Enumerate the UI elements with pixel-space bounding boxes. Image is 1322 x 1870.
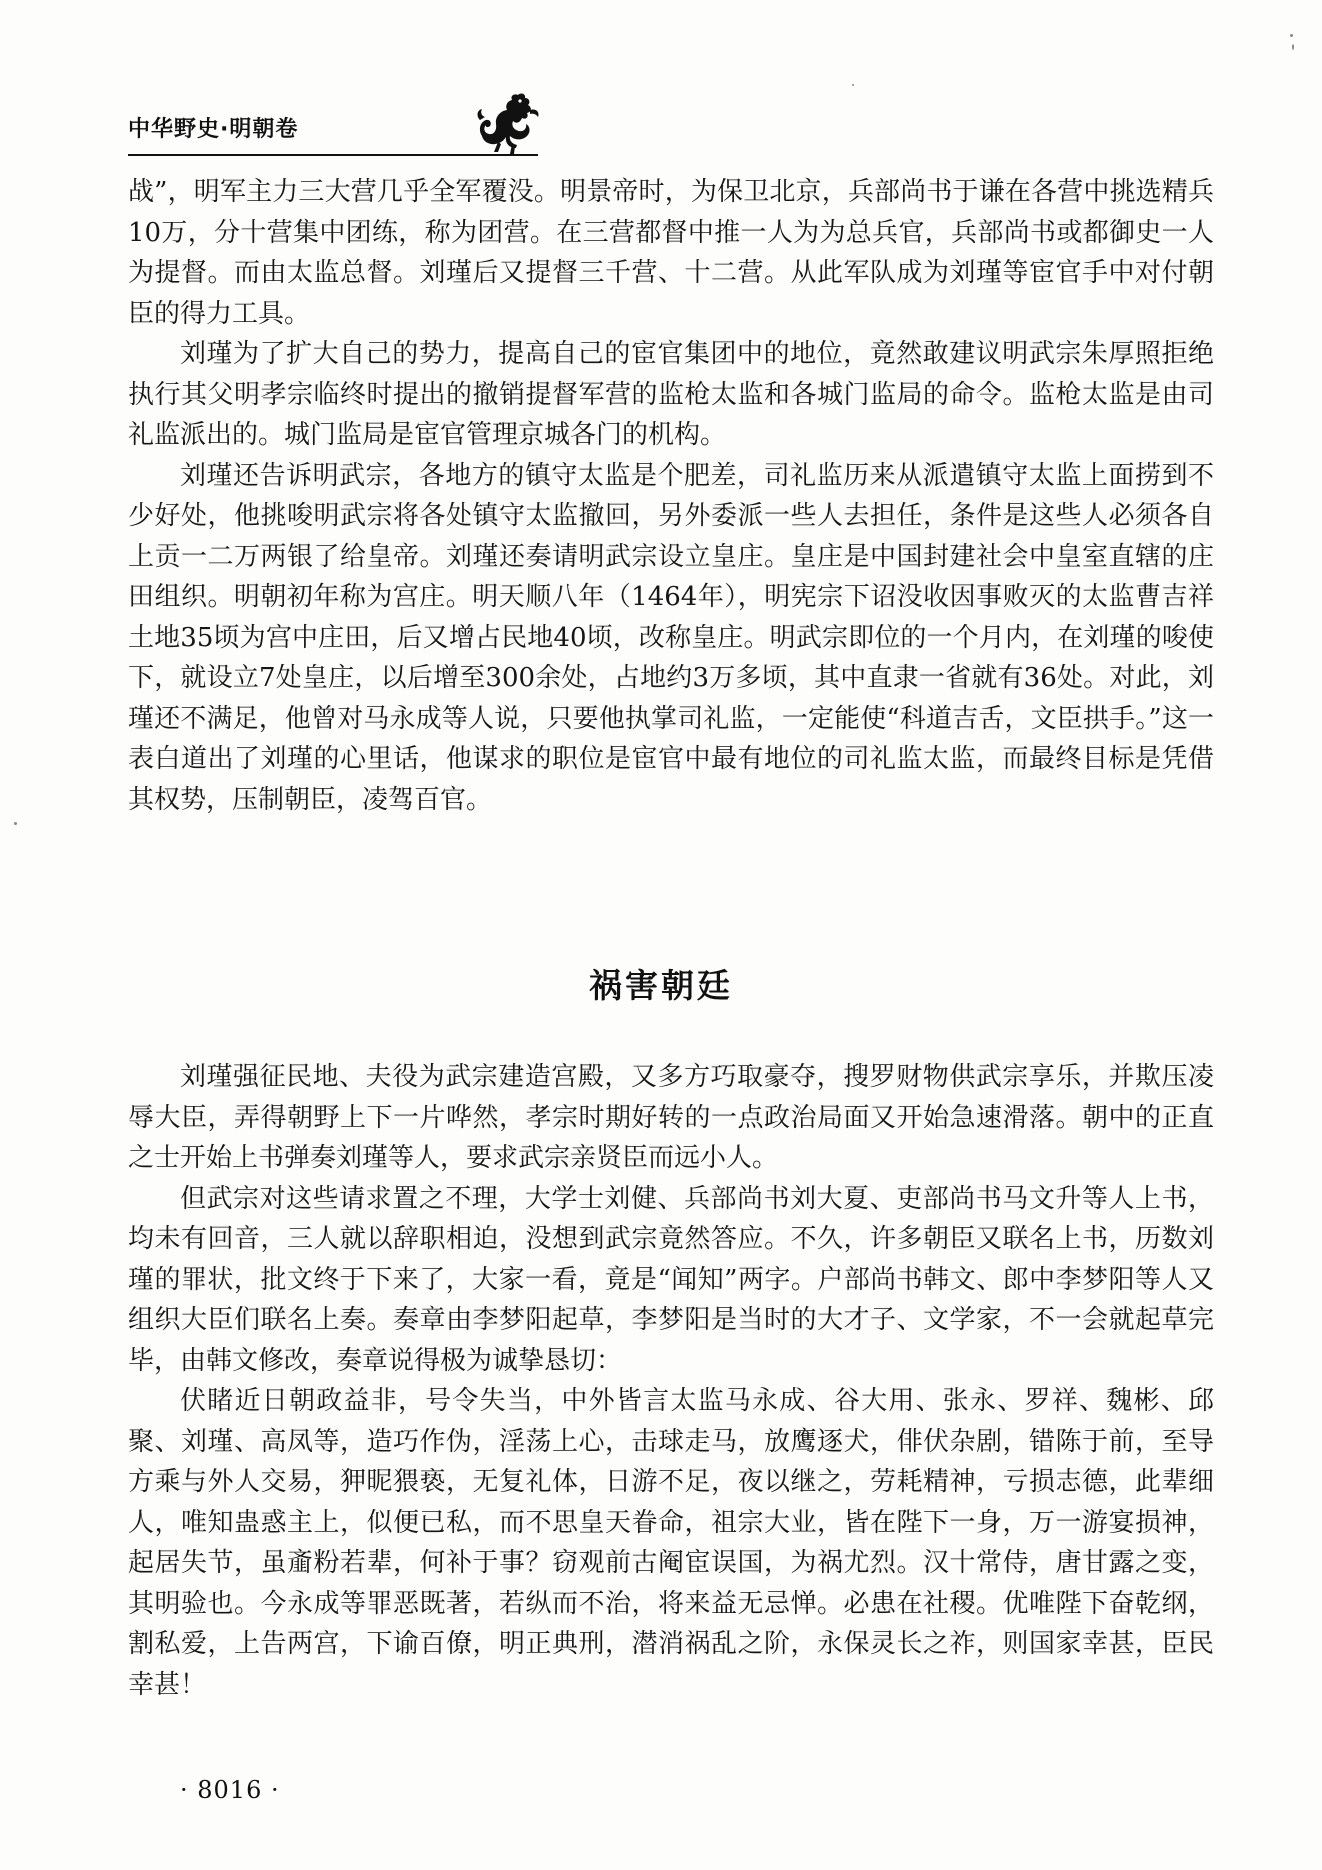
scan-speck — [1292, 44, 1294, 50]
section-2-text — [128, 1057, 1214, 1705]
paragraph: 刘瑾强征民地、夫役为武宗建造宫殿，又多方巧取豪夺，搜罗财物供武宗享乐，并欺压凌辱大臣，弄得朝野上下一片哗然，孝宗时期好转的一点政治局面又开始急速滑落。朝中的正直之士开始上书弹奏刘瑾等人，要求武宗亲贤臣而远小人。 — [128, 1062, 1214, 1173]
section-heading: 祸害朝廷 — [589, 966, 733, 1005]
paragraph: 刘瑾还告诉明武宗，各地方的镇守太监是个肥差，司礼监历来从派遣镇守太监上面捞到不少好处，他挑唆明武宗将各处镇守太监撤回，另外委派一些人去担任，条件是这些人必须各自上贡一二万两银了给皇帝。刘瑾还奏请明武宗设立皇庄。皇庄是中国封建社会中皇室直辖的庄田组织。明朝初年称为宫庄。明天顺八年（1464年），明宪宗下诏没收因事败灭的太监曹吉祥土地35顷为宫中庄田，后又增占民地40顷，改称皇庄。明武宗即位的一个月内，在刘瑾的唆使下，就设立7处皇庄，以后增至300余处，占地约3万多顷，其中直隶一省就有36处。对此，刘瑾还不满足，他曾对马永成等人说，只要他执掌司礼监，一定能使“科道吉舌，文臣拱手。”这一表白道出了刘瑾的心里话，他谋求的职位是宦官中最有地位的司礼监太监，而最终目标是凭借其权势，压制朝臣，凌驾百官。 — [128, 460, 1214, 815]
paragraph: 战”，明军主力三大营几乎全军覆没。明景帝时，为保卫北京，兵部尚书于谦在各营中挑选精兵10万，分十营集中团练，称为团营。在三营都督中推一人为为总兵官，兵部尚书或都御史一人为提督。而由太监总督。刘瑾后又提督三千营、十二营。从此军队成为刘瑾等宦官手中对付朝臣的得力工具。 — [128, 177, 1214, 329]
quoted-memorial: 伏睹近日朝政益非，号令失当，中外皆言太监马永成、谷大用、张永、罗祥、魏彬、邱聚、刘瑾、高凤等，造巧作伪，淫荡上心，击球走马，放鹰逐犬，俳伏杂剧，错陈于前，至导方乘与外人交易，狎昵猥亵，无复礼体，日游不足，夜以继之，劳耗精神，亏损志德，此辈细人，唯知蛊惑主上，似便已私，而不思皇天眷命，祖宗大业，皆在陛下一身，万一游宴损神，起居失节，虽齑粉若辈，何补于事？窃观前古阉宦误国，为祸尤烈。汉十常侍，唐甘露之变，其明验也。今永成等罪恶既著，若纵而不治，将来益无忌惮。必患在社稷。优唯陛下奋乾纲，割私爱，上告两宫，下谕百僚，明正典刑，潜消祸乱之阶，永保灵长之祚，则国家幸甚，臣民幸甚！ — [128, 1386, 1214, 1700]
scan-speck — [852, 84, 854, 86]
page-number: · 8016 · — [180, 1776, 280, 1804]
paragraph: 刘瑾为了扩大自己的势力，提高自己的宦官集团中的地位，竟然敢建议明武宗朱厚照拒绝执行其父明孝宗临终时提出的撤销提督军营的监枪太监和各城门监局的命令。监枪太监是由司礼监派出的。城门监局是宦官管理京城各门的机构。 — [128, 339, 1214, 450]
dragon-icon — [472, 90, 544, 156]
running-title: 中华野史·明朝卷 — [128, 117, 299, 142]
scan-speck — [14, 822, 17, 825]
scan-speck — [1290, 34, 1293, 37]
section-1-text — [128, 172, 1214, 820]
header-rule — [128, 154, 538, 156]
paragraph: 但武宗对这些请求置之不理，大学士刘健、兵部尚书刘大夏、吏部尚书马文升等人上书，均未有回音，三人就以辞职相迫，没想到武宗竟然答应。不久，许多朝臣又联名上书，历数刘瑾的罪状，批文终于下来了，大家一看，竟是“闻知”两字。户部尚书韩文、郎中李梦阳等人又组织大臣们联名上奏。奏章由李梦阳起草，李梦阳是当时的大才子、文学家，不一会就起草完毕，由韩文修改，奏章说得极为诚挚恳切： — [128, 1183, 1214, 1376]
